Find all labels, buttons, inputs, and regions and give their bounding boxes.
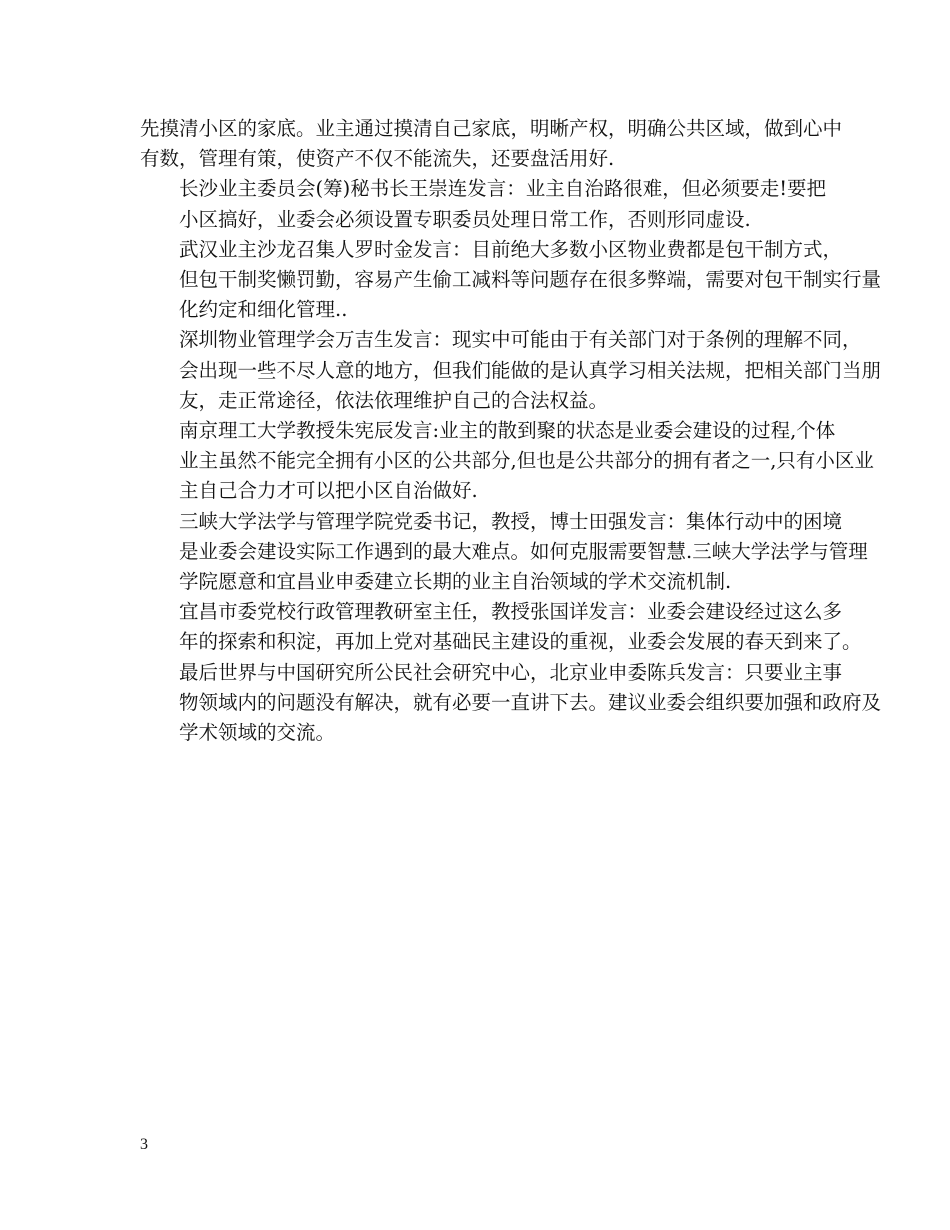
text-line: 但包干制奖懒罚勤，容易产生偷工减料等问题存在很多弊端，需要对包干制实行量: [179, 268, 882, 292]
paragraph-continued: [140, 114, 843, 174]
text-line: 先摸清小区的家底。业主通过摸清自己家底，明晰产权，明确公共区域，做到心中: [140, 117, 843, 140]
paragraph-nanjing-speech: [140, 416, 874, 507]
text-line: 年的探索和积淀，再加上党对基础民主建设的重视，业委会发展的春天到来了。: [179, 630, 862, 654]
text-line: 学院愿意和宜昌业申委建立长期的业主自治领域的学术交流机制.: [179, 570, 732, 594]
text-line: 是业委会建设实际工作遇到的最大难点。如何克服需要智慧.三峡大学法学与管理: [179, 539, 868, 563]
text-line: 物领域内的问题没有解决，就有必要一直讲下去。建议业委会组织要加强和政府及: [179, 690, 882, 714]
text-line: 化约定和细化管理..: [179, 298, 348, 322]
body-text: [140, 114, 882, 748]
text-line: 长沙业主委员会(筹)秘书长王崇连发言：业主自治路很难，但必须要走!要把: [179, 177, 827, 201]
text-line: 有数，管理有策，使资产不仅不能流失，还要盘活用好.: [140, 147, 615, 171]
text-line: 学术领域的交流。: [179, 721, 336, 745]
paragraph-yichang-speech: [140, 597, 862, 657]
text-line: 南京理工大学教授朱宪辰发言:业主的散到聚的状态是业委会建设的过程,个体: [179, 419, 836, 443]
paragraph-changsha-speech: [140, 174, 827, 234]
text-line: 三峡大学法学与管理学院党委书记，教授，博士田强发言：集体行动中的困境: [179, 509, 843, 533]
text-line: 深圳物业管理学会万吉生发言：现实中可能由于有关部门对于条例的理解不同，: [179, 328, 862, 352]
page-number: 3: [140, 1136, 148, 1153]
text-line: 友，走正常途径，依法依理维护自己的合法权益。: [179, 388, 609, 412]
paragraph-shenzhen-speech: [140, 325, 882, 416]
text-line: 会出现一些不尽人意的地方，但我们能做的是认真学习相关法规，把相关部门当朋: [179, 358, 882, 382]
paragraph-wuhan-speech: [140, 235, 882, 326]
text-line: 最后世界与中国研究所公民社会研究中心，北京业申委陈兵发言：只要业主事: [179, 660, 843, 684]
paragraph-sanxia-speech: [140, 507, 868, 598]
text-line: 武汉业主沙龙召集人罗时金发言：目前绝大多数小区物业费都是包干制方式，: [179, 237, 843, 261]
text-line: 小区搞好，业委会必须设置专职委员处理日常工作，否则形同虚设.: [179, 207, 751, 231]
text-line: 业主虽然不能完全拥有小区的公共部分,但也是公共部分的拥有者之一,只有小区业: [179, 449, 874, 473]
text-line: 主自己合力才可以把小区自治做好.: [179, 479, 478, 503]
text-line: 宜昌市委党校行政管理教研室主任，教授张国详发言：业委会建设经过这么多: [179, 600, 843, 624]
paragraph-beijing-speech: [140, 658, 882, 749]
